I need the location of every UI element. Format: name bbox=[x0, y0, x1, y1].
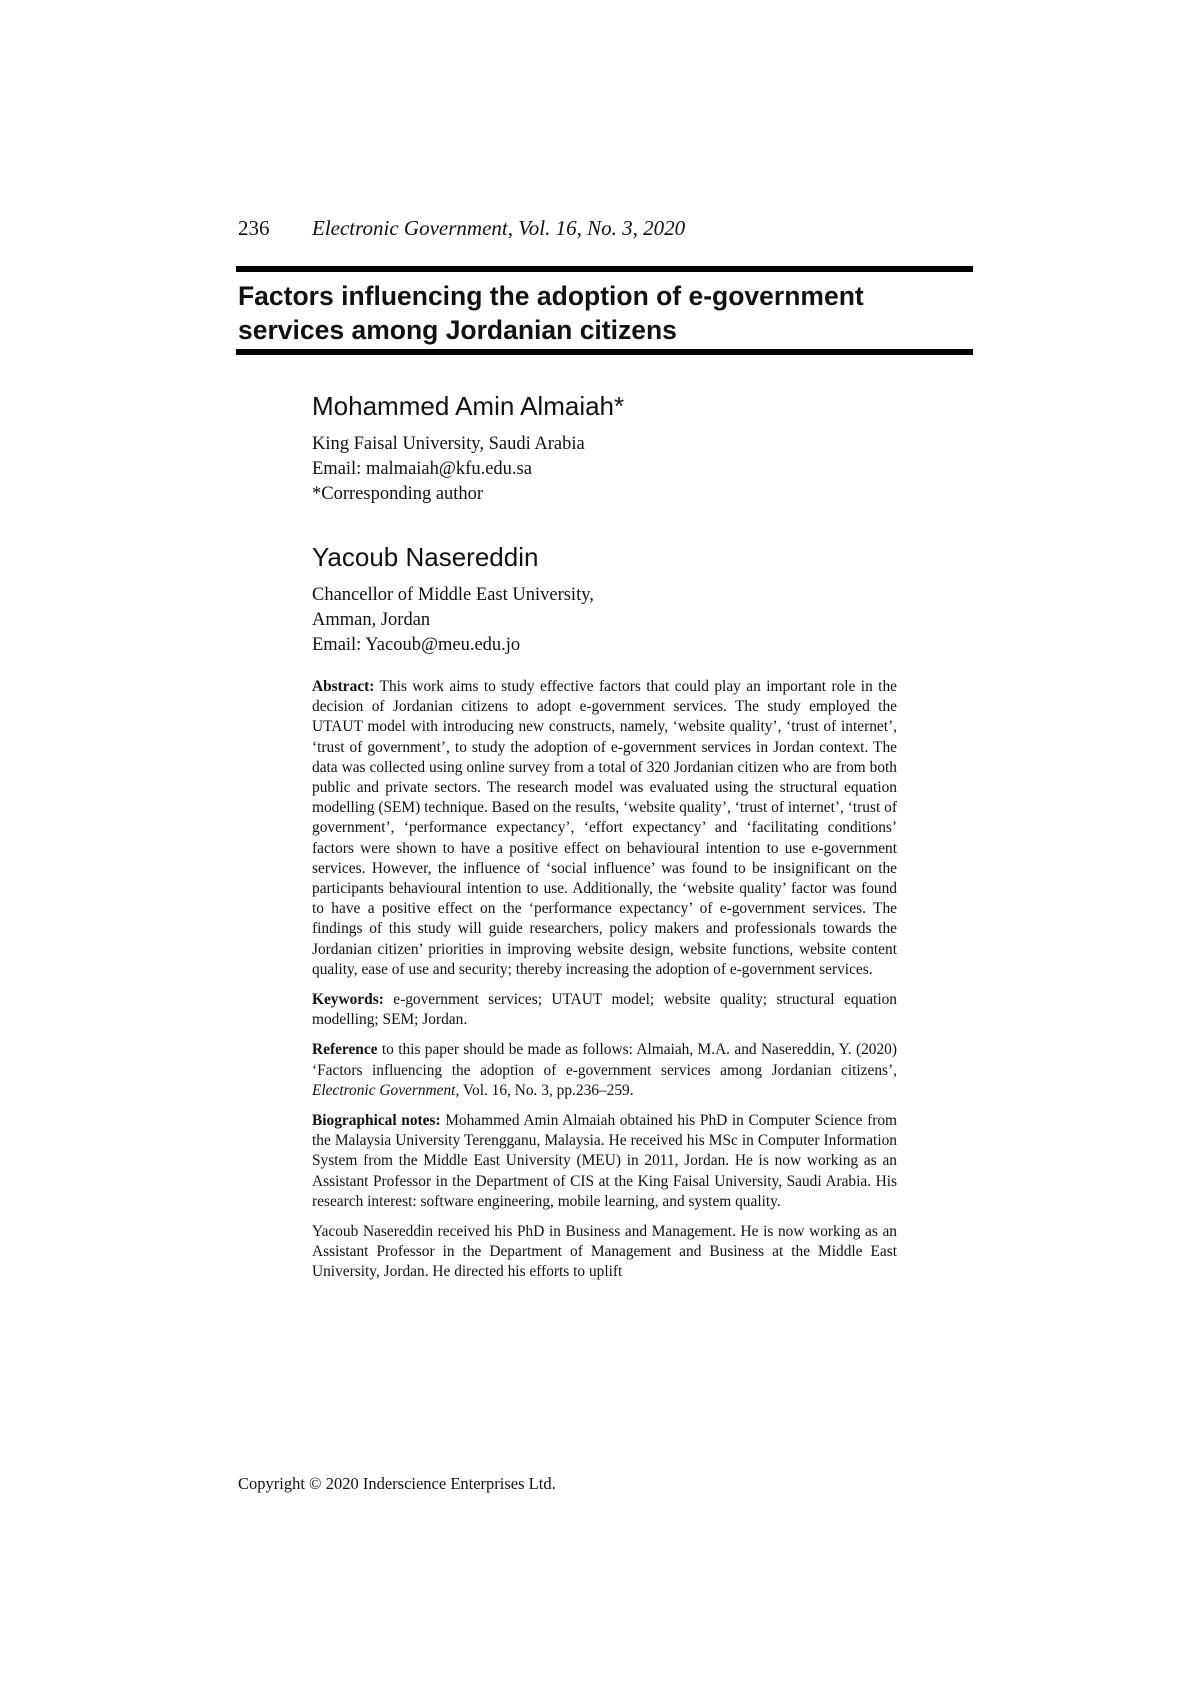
author-block-1 bbox=[312, 390, 902, 507]
keywords-label: Keywords: bbox=[312, 991, 384, 1009]
author-location: Amman, Jordan bbox=[312, 610, 431, 630]
bio-text-2: Yacoub Nasereddin received his PhD in Business and Management. He is now working as an Assistant Professor in the Department of Management and Business at the Middle East University, Jordan. He directed his efforts to uplift bbox=[312, 1223, 897, 1281]
abstract-paragraph bbox=[312, 677, 897, 980]
bio-paragraph-1 bbox=[312, 1111, 897, 1212]
abstract-text: This work aims to study effective factors that could play an important role in the decision of Jordanian citizens to adopt e-government services. The study employed the UTAUT model with introducing new constructs, namely, ‘website quality’, ‘trust of internet’, ‘trust of government’, to study the adoption of e-government services in Jordan context. The data was collected using online survey from a total of 320 Jordanian citizen who are from both public and private sectors. The research model was evaluated using the structural equation modelling (SEM) technique. Based on the results, ‘website quality’, ‘trust of internet’, ‘trust of government’, ‘performance expectancy’, ‘effort expectancy’ and ‘facilitating conditions’ factors were shown to have a positive effect on behavioural intention to use e-government services. However, the influence of ‘social influence’ was found to be insignificant on the participants behavioural intention to use. Additionally, the ‘website quality’ factor was found to have a positive effect on the ‘performance expectancy’ of e-government services. The findings of this study will guide researchers, policy makers and professionals towards the Jordanian citizen’ priorities in improving website design, website functions, website content quality, ease of use and security; thereby increasing the adoption of e-government services. bbox=[312, 678, 897, 978]
author-block-2 bbox=[312, 541, 902, 658]
bio-text-1: Mohammed Amin Almaiah obtained his PhD in Computer Science from the Malaysia University Terengganu, Malaysia. He received his MSc in Computer Information System from the Middle East University (MEU) in 2011, Jordan. He is now working as an Assistant Professor in the Department of CIS at the King Faisal University, Saudi Arabia. His research interest: software engineering, mobile learning, and system quality. bbox=[312, 1112, 897, 1210]
author-name: Mohammed Amin Almaiah* bbox=[312, 391, 625, 421]
paper-title-line-2: services among Jordanian citizens bbox=[238, 315, 677, 345]
keywords-text: e-government services; UTAUT model; website quality; structural equation modelling; SEM; Jordan. bbox=[312, 991, 897, 1029]
author-affiliation: King Faisal University, Saudi Arabia bbox=[312, 434, 585, 454]
author-email: Email: malmaiah@kfu.edu.sa bbox=[312, 459, 532, 479]
author-affiliation: Chancellor of Middle East University, bbox=[312, 585, 594, 605]
reference-journal: Electronic Government bbox=[312, 1081, 456, 1099]
paper-title-line-1: Factors influencing the adoption of e-government bbox=[238, 281, 864, 311]
reference-details: , Vol. 16, No. 3, pp.236–259. bbox=[455, 1081, 634, 1099]
front-matter-body bbox=[312, 677, 897, 1293]
abstract-label: Abstract: bbox=[312, 678, 375, 695]
page-number: 236 bbox=[238, 216, 270, 240]
reference-label: Reference bbox=[312, 1041, 378, 1059]
journal-citation: Electronic Government, Vol. 16, No. 3, 2020 bbox=[312, 216, 686, 240]
author-email: Email: Yacoub@meu.edu.jo bbox=[312, 635, 521, 655]
title-rule-bottom bbox=[236, 349, 973, 355]
bio-label: Biographical notes: bbox=[312, 1112, 441, 1130]
reference-paragraph bbox=[312, 1040, 897, 1101]
copyright-notice: Copyright © 2020 Inderscience Enterprises Ltd. bbox=[238, 1474, 556, 1493]
running-header bbox=[238, 216, 685, 241]
reference-text: to this paper should be made as follows: Almaiah, M.A. and Nasereddin, Y. (2020) ‘Factors influencing the adoption of e-government services among Jordanian citizens’, bbox=[312, 1041, 898, 1079]
corresponding-author-note: *Corresponding author bbox=[312, 484, 484, 504]
bio-paragraph-2 bbox=[312, 1222, 897, 1283]
title-rule-top bbox=[236, 266, 973, 272]
keywords-paragraph bbox=[312, 990, 897, 1030]
author-name: Yacoub Nasereddin bbox=[312, 542, 539, 572]
paper-title bbox=[238, 279, 968, 347]
